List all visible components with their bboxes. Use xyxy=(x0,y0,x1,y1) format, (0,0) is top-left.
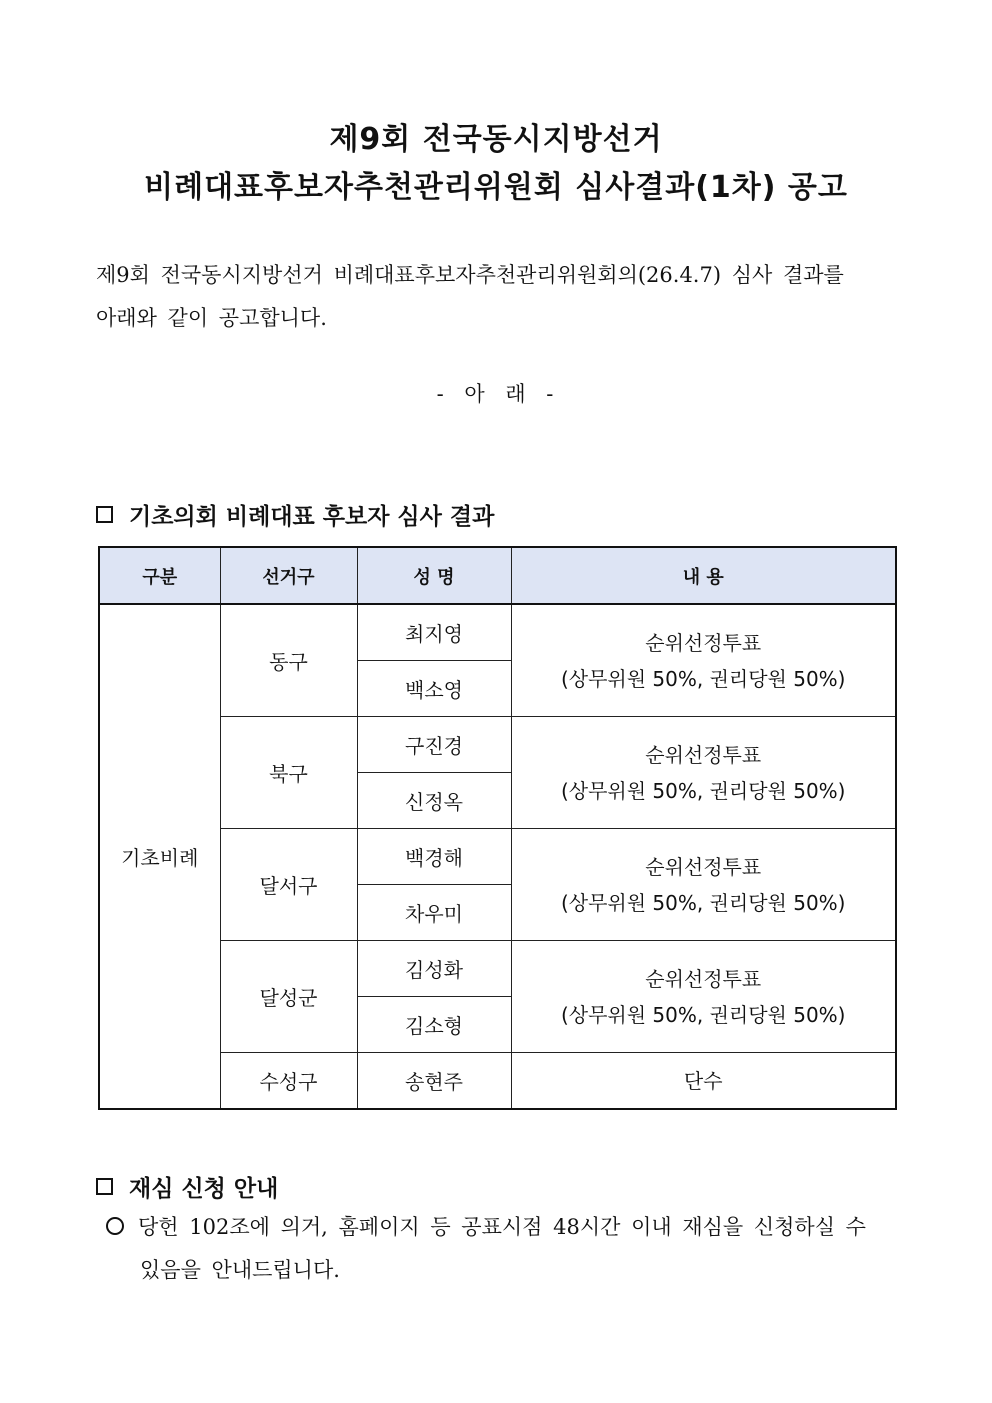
appeal-notice-line2: 있음을 안내드립니다. xyxy=(140,1258,340,1282)
content-cell xyxy=(511,604,896,717)
intro-line2: 아래와 같이 공고합니다. xyxy=(96,306,327,330)
content-line1: 순위선정투표 xyxy=(645,742,762,767)
content-line2: (상무위원 50%, 권리당원 50%) xyxy=(560,1002,846,1027)
section-heading-results xyxy=(96,498,494,531)
square-bullet-icon xyxy=(96,1178,113,1195)
district-cell: 동구 xyxy=(220,604,357,717)
page-title-line2: 비례대표후보자추천관리위원회 심사결과(1차) 공고 xyxy=(144,170,848,205)
district-cell: 달서구 xyxy=(220,829,357,941)
section-heading-appeal-text: 재심 신청 안내 xyxy=(129,1176,279,1202)
content-line2: (상무위원 50%, 권리당원 50%) xyxy=(560,778,846,803)
candidate-name-cell: 신정옥 xyxy=(357,773,511,829)
appeal-notice-line1-wrap xyxy=(106,1206,906,1249)
district-cell: 수성구 xyxy=(220,1053,357,1110)
below-label: - 아 래 - xyxy=(436,382,556,406)
content-line2: (상무위원 50%, 권리당원 50%) xyxy=(560,666,846,691)
candidate-name-cell: 구진경 xyxy=(357,717,511,773)
results-table xyxy=(98,546,897,1110)
content-line1: 순위선정투표 xyxy=(645,630,762,655)
header-name: 성 명 xyxy=(357,547,511,604)
appeal-notice-line1: 당헌 102조에 의거, 홈페이지 등 공표시점 48시간 이내 재심을 신청하실 수 xyxy=(138,1215,866,1239)
candidate-name-cell: 백경해 xyxy=(357,829,511,885)
content-cell xyxy=(511,1053,896,1110)
section-heading-results-text: 기초의회 비례대표 후보자 심사 결과 xyxy=(129,504,495,530)
content-cell xyxy=(511,829,896,941)
content-line1: 순위선정투표 xyxy=(645,854,762,879)
header-content: 내 용 xyxy=(511,547,896,604)
section-heading-appeal xyxy=(96,1170,278,1203)
table-header-row xyxy=(99,547,896,604)
content-line1: 순위선정투표 xyxy=(645,966,762,991)
candidate-name-cell: 백소영 xyxy=(357,661,511,717)
candidate-name-cell: 차우미 xyxy=(357,885,511,941)
content-line2: (상무위원 50%, 권리당원 50%) xyxy=(560,890,846,915)
content-line1: 단수 xyxy=(683,1068,723,1093)
header-category: 구분 xyxy=(99,547,220,604)
appeal-notice xyxy=(106,1206,906,1292)
candidate-name-cell: 송현주 xyxy=(357,1053,511,1110)
category-cell: 기초비례 xyxy=(99,604,220,1109)
candidate-name-cell: 김소형 xyxy=(357,997,511,1053)
candidate-name-cell: 김성화 xyxy=(357,941,511,997)
square-bullet-icon xyxy=(96,506,113,523)
district-cell: 북구 xyxy=(220,717,357,829)
candidate-name-cell: 최지영 xyxy=(357,604,511,661)
intro-paragraph xyxy=(96,254,896,340)
header-district: 선거구 xyxy=(220,547,357,604)
circle-bullet-icon xyxy=(106,1217,124,1235)
page-title-line1: 제9회 전국동시지방선거 xyxy=(329,122,663,157)
district-cell: 달성군 xyxy=(220,941,357,1053)
content-cell xyxy=(511,717,896,829)
intro-line1: 제9회 전국동시지방선거 비례대표후보자추천관리위원회의(26.4.7) 심사 결과를 xyxy=(96,263,844,287)
table-row xyxy=(99,604,896,661)
content-cell xyxy=(511,941,896,1053)
